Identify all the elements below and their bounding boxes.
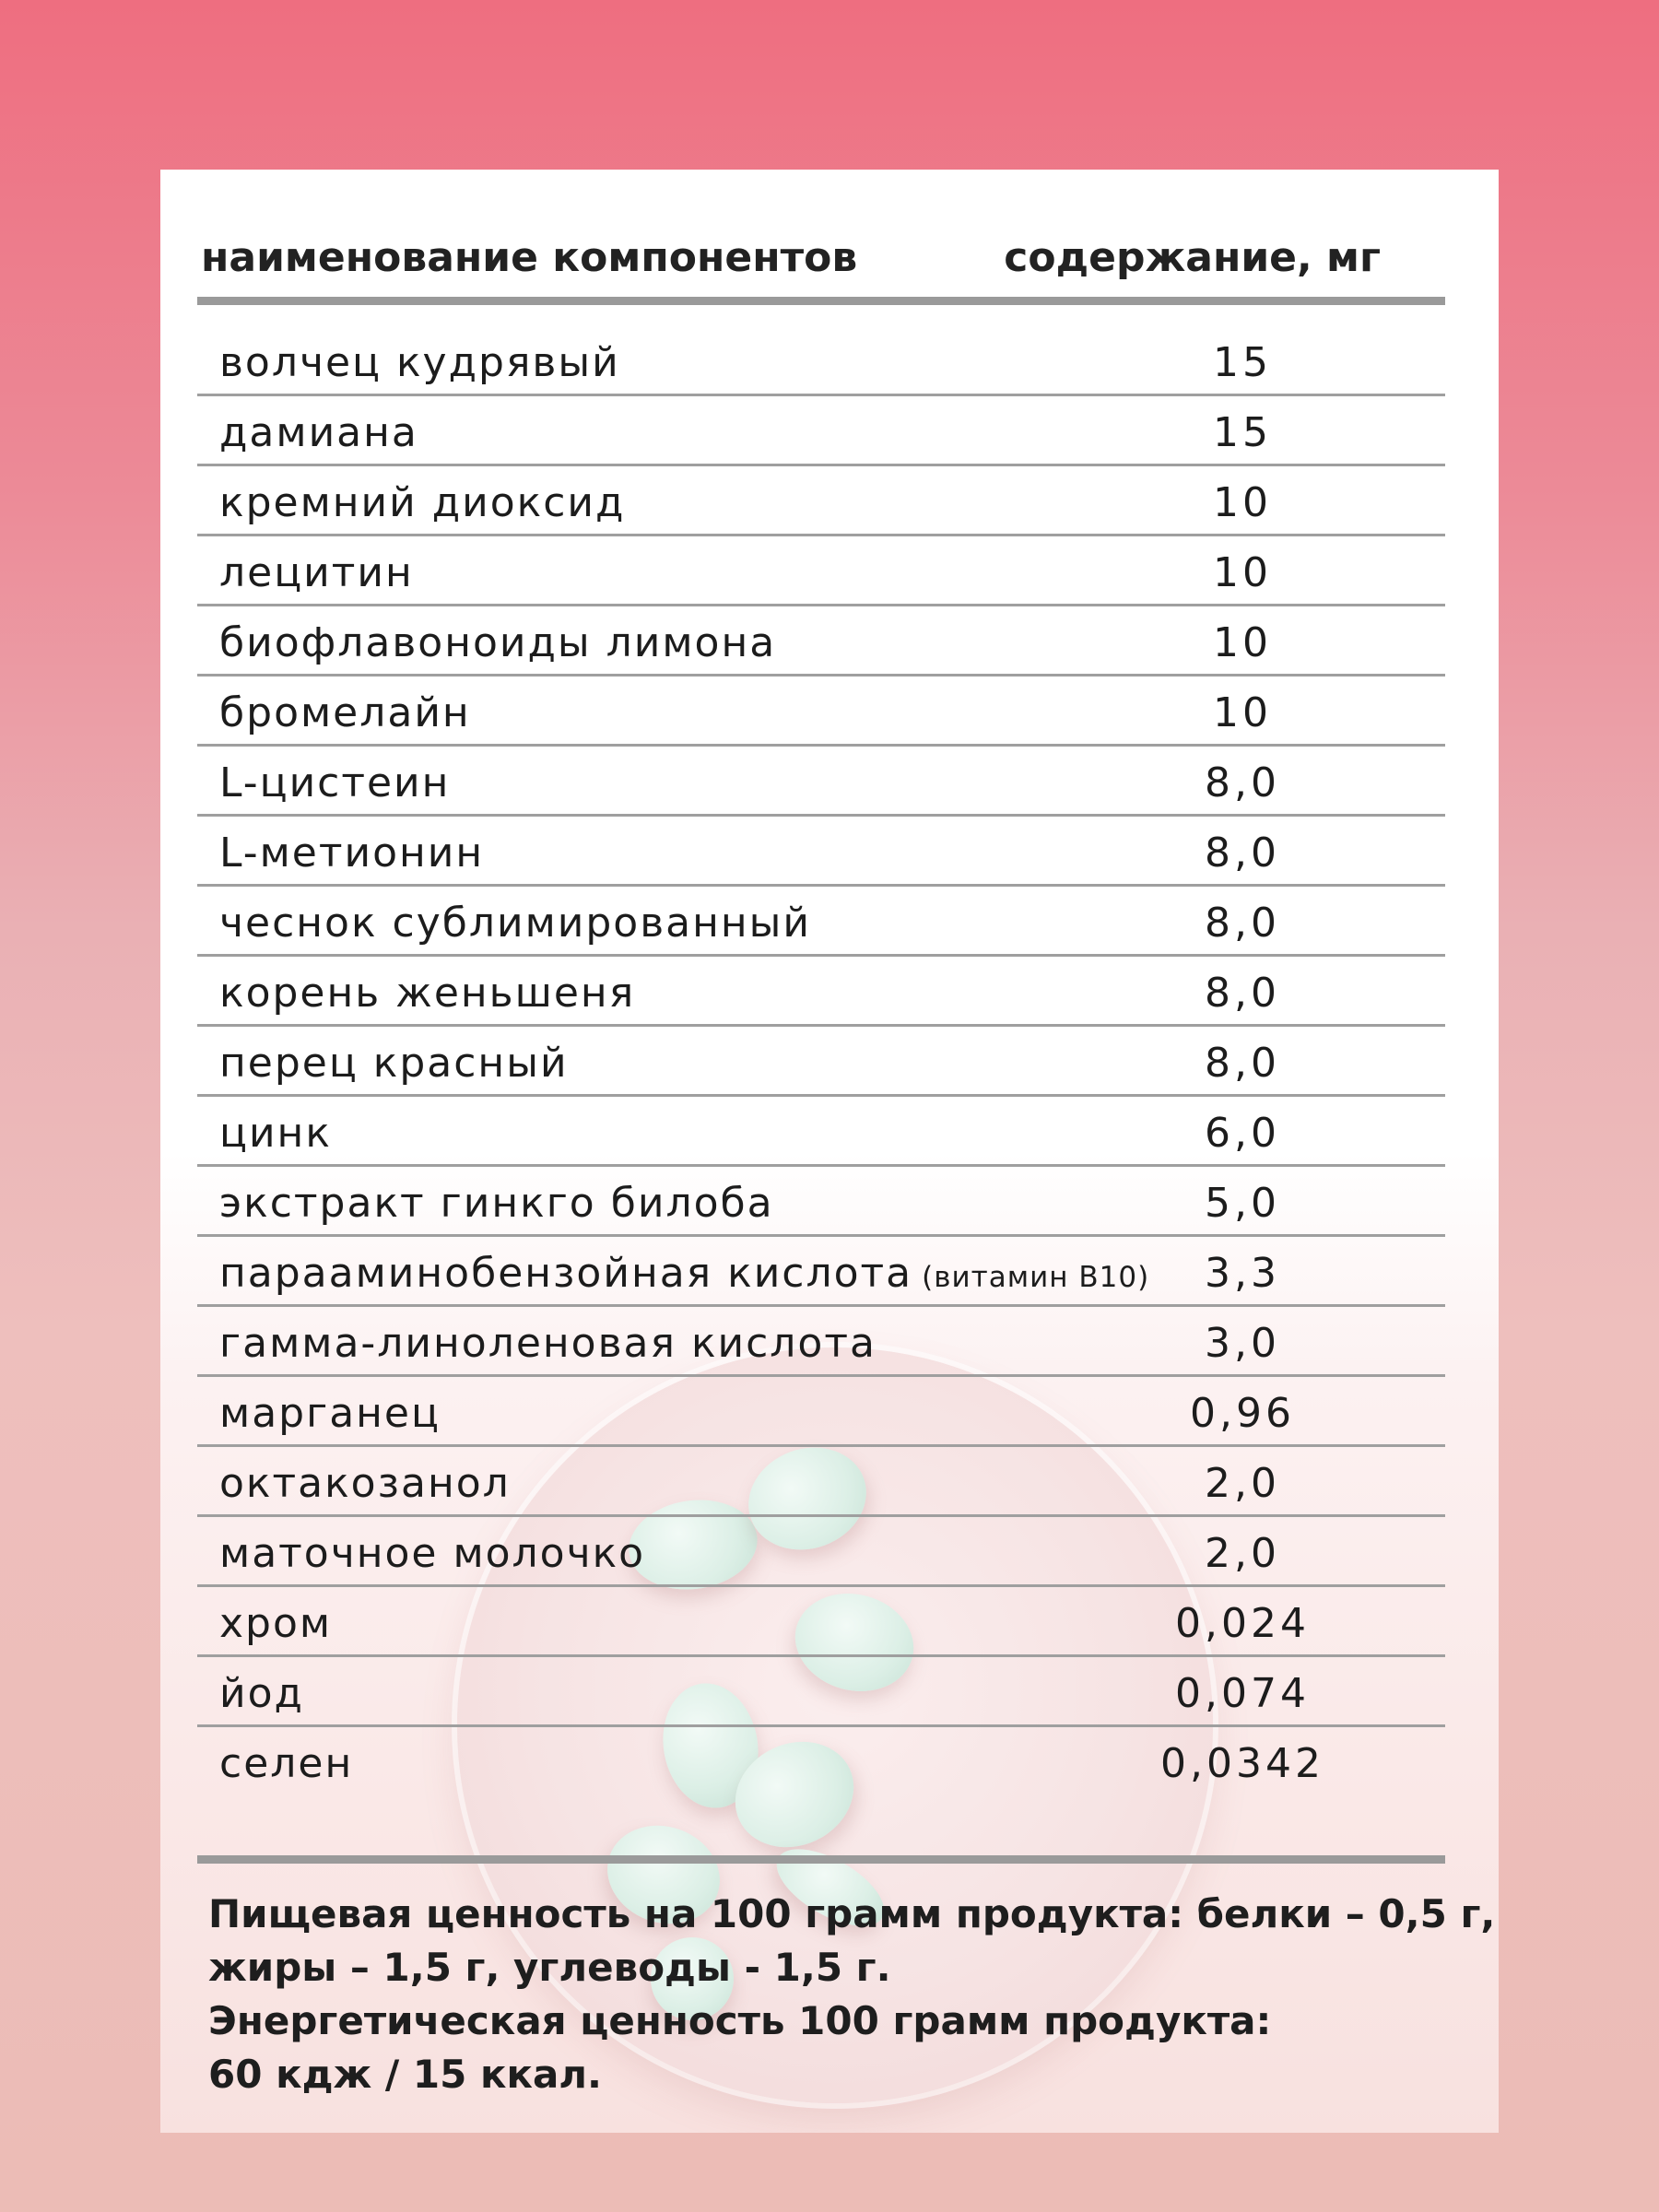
component-name-text: октакозанол: [219, 1460, 511, 1507]
table-row: [197, 1727, 1445, 1797]
table-row: [197, 1517, 1445, 1587]
component-name-text: парааминобензойная кислота: [219, 1250, 913, 1297]
component-value-text: 0,96: [1190, 1390, 1295, 1437]
energy-line: 60 кдж / 15 ккал.: [208, 2052, 603, 2097]
component-name-text: хром: [219, 1600, 333, 1647]
component-name: [219, 689, 471, 736]
table-row: [197, 326, 1445, 396]
component-name: [219, 479, 625, 526]
component-name: [219, 1390, 441, 1437]
table-row: [197, 1657, 1445, 1727]
component-name: [219, 1180, 774, 1227]
nutrition-info: [208, 1888, 1496, 2101]
component-name: [219, 1460, 511, 1507]
component-name-text: экстракт гинкго билоба: [219, 1180, 774, 1227]
table-row: [197, 1377, 1445, 1447]
component-name: [219, 830, 484, 877]
component-name: [219, 900, 811, 947]
table-row: [197, 1167, 1445, 1237]
table-row: [197, 677, 1445, 747]
composition-content: [160, 170, 1499, 2133]
component-name: [219, 1110, 332, 1157]
component-value-text: 0,0342: [1160, 1740, 1324, 1787]
component-name: [219, 1530, 645, 1577]
component-name: [219, 339, 620, 386]
component-name-text: маточное молочко: [219, 1530, 646, 1577]
component-value-text: 8,0: [1205, 830, 1280, 877]
component-name-text: L-метионин: [219, 830, 485, 877]
component-name-text: корень женьшеня: [219, 970, 636, 1017]
component-value-text: 0,074: [1175, 1670, 1310, 1717]
table-row: [197, 1027, 1445, 1097]
component-name-text: цинк: [219, 1110, 332, 1157]
component-name-text: кремний диоксид: [219, 479, 626, 526]
component-name-text: бромелайн: [219, 689, 471, 736]
component-value-text: 0,024: [1175, 1600, 1310, 1647]
component-name: [219, 619, 776, 666]
component-name-text: селен: [219, 1740, 354, 1787]
table-row: [197, 1307, 1445, 1377]
component-value-text: 8,0: [1205, 900, 1280, 947]
component-name-text: йод: [219, 1670, 304, 1717]
component-name-text: волчец кудрявый: [219, 339, 620, 386]
component-value-text: 2,0: [1205, 1460, 1280, 1507]
header-name-column: наименование компонентов: [201, 234, 858, 281]
components-table: [197, 326, 1445, 1797]
nutrition-line: Пищевая ценность на 100 грамм продукта: белки – 0,5 г,: [208, 1891, 1496, 1936]
component-value-text: 10: [1213, 479, 1272, 526]
table-row: [197, 957, 1445, 1027]
table-row: [197, 536, 1445, 606]
header-divider: [197, 297, 1445, 305]
component-value-text: 2,0: [1205, 1530, 1280, 1577]
component-value-text: 5,0: [1205, 1180, 1280, 1227]
component-name-text: перец красный: [219, 1040, 569, 1087]
component-value-text: 10: [1213, 689, 1272, 736]
table-row: [197, 1587, 1445, 1657]
table-row: [197, 817, 1445, 887]
component-value-text: 10: [1213, 619, 1272, 666]
component-name: [219, 409, 418, 456]
component-value-text: 15: [1213, 339, 1272, 386]
component-note: (витамин В10): [922, 1261, 1150, 1294]
table-row: [197, 1447, 1445, 1517]
component-value-text: 10: [1213, 549, 1272, 596]
component-name-text: лецитин: [219, 549, 414, 596]
component-value-text: 8,0: [1205, 1040, 1280, 1087]
table-row: [197, 887, 1445, 957]
table-row: [197, 606, 1445, 677]
component-name: [219, 1740, 353, 1787]
component-name-text: биофлавоноиды лимона: [219, 619, 777, 666]
component-name-text: дамиана: [219, 409, 418, 456]
component-name-text: L-цистеин: [219, 759, 451, 806]
component-value-text: 8,0: [1205, 759, 1280, 806]
composition-card: [160, 170, 1499, 2133]
component-value-text: 6,0: [1205, 1110, 1280, 1157]
component-value-text: 3,3: [1205, 1250, 1280, 1297]
component-name-text: чеснок сублимированный: [219, 900, 811, 947]
nutrition-line: жиры – 1,5 г, углеводы - 1,5 г.: [208, 1945, 891, 1990]
header-value-column: содержание, мг: [1004, 234, 1381, 281]
component-value-text: 3,0: [1205, 1320, 1280, 1367]
component-value-text: 15: [1213, 409, 1272, 456]
component-name: [219, 1320, 877, 1367]
footer-divider: [197, 1855, 1445, 1864]
component-name: [219, 549, 414, 596]
component-name: [219, 970, 635, 1017]
component-name: [219, 1600, 332, 1647]
component-value-text: 8,0: [1205, 970, 1280, 1017]
energy-line: Энергетическая ценность 100 грамм продукта:: [208, 1998, 1272, 2043]
table-row: [197, 747, 1445, 817]
table-row: [197, 1097, 1445, 1167]
component-name: [219, 1670, 304, 1717]
component-name-text: марганец: [219, 1390, 441, 1437]
component-name: [219, 1040, 569, 1087]
component-name: [219, 1250, 1149, 1297]
table-row: [197, 1237, 1445, 1307]
table-row: [197, 396, 1445, 466]
component-name: [219, 759, 450, 806]
component-name-text: гамма-линоленовая кислота: [219, 1320, 877, 1367]
table-row: [197, 466, 1445, 536]
table-header: [201, 234, 1427, 295]
